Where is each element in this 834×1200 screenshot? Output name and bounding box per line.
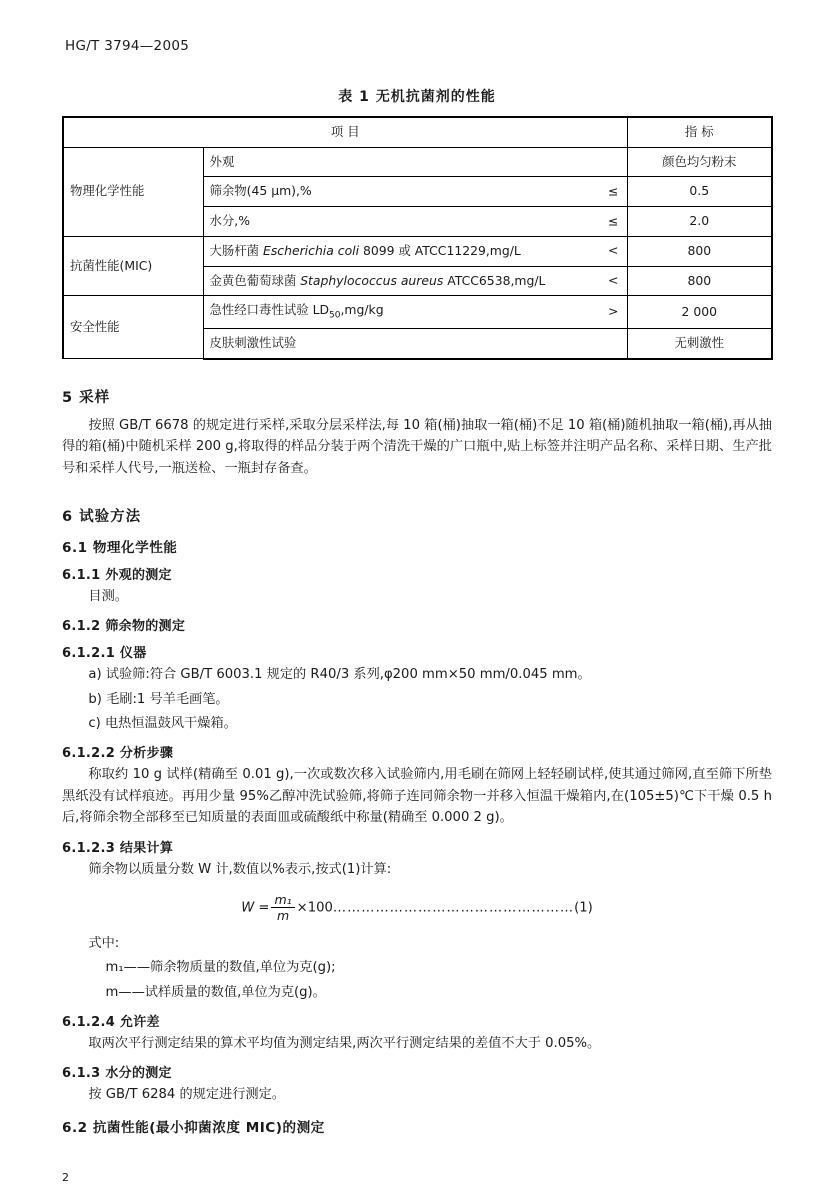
section-6-heading: 6 试验方法: [62, 508, 142, 525]
row-item-label: 筛余物(45 μm),%: [209, 183, 312, 199]
row-item-prefix: 金黄色葡萄球菌: [209, 272, 301, 288]
section-6-2-heading: 6.2 抗菌性能(最小抑菌浓度 MIC)的测定: [62, 1119, 325, 1136]
table-header-index: 指 标: [627, 117, 772, 147]
row-item-species: Staphylococcus aureus: [300, 272, 444, 288]
standard-code-header: HG/T 3794—2005: [65, 38, 190, 54]
section-6-1-2-2-heading: 6.1.2.2 分析步骤: [62, 746, 174, 762]
table-row: [63, 296, 772, 329]
section-6-1-heading: 6.1 物理化学性能: [62, 539, 178, 556]
row-item-suffix: 8099 或 ATCC11229,mg/L: [359, 242, 521, 258]
row-item: [203, 236, 627, 266]
formula-numerator: m₁: [271, 892, 294, 908]
table-row: [63, 147, 772, 177]
row-group-antibacterial: 抗菌性能(MIC): [63, 236, 203, 295]
section-5-paragraph: 按照 GB/T 6678 的规定进行采样,采取分层采样法,每 10 箱(桶)抽取一箱(桶)不足 10 箱(桶)随机抽取一箱(桶),再从抽得的箱(桶)中随机采样 200 g,将取得的样品分装于两个清洗干燥的广口瓶中,贴上标签并注明产品名称、采样日期、生产批号和采样人代号,一瓶送检、一瓶封存备查。: [62, 417, 772, 476]
formula-fraction: [271, 892, 294, 923]
row-item: 外观: [203, 147, 627, 177]
section-6-1-2-4-paragraph: 取两次平行测定结果的算术平均值为测定结果,两次平行测定结果的差值不大于 0.05%。: [88, 1036, 601, 1051]
row-item: [203, 177, 627, 207]
formula-symbol-m: m——试样质量的数值,单位为克(g)。: [105, 984, 326, 1000]
row-value: 颜色均匀粉末: [627, 147, 772, 177]
spec-table: [62, 116, 773, 360]
table-header-item: 项 目: [63, 117, 627, 147]
row-value: 0.5: [627, 177, 772, 207]
row-operator: ≤: [608, 183, 619, 199]
section-6-1-2-1-heading: 6.1.2.1 仪器: [62, 646, 147, 662]
row-value: 800: [627, 266, 772, 296]
row-operator: >: [608, 303, 619, 319]
section-6-1-1-paragraph: 目测。: [88, 588, 128, 604]
row-item: [203, 207, 627, 237]
row-operator: <: [608, 242, 619, 258]
section-6-1-2-heading: 6.1.2 筛余物的测定: [62, 619, 186, 635]
row-item-prefix: 急性经口毒性试验 LD: [209, 302, 330, 318]
row-item: [203, 296, 627, 329]
formula-lhs: W =: [241, 900, 270, 916]
apparatus-item-a: a) 试验筛:符合 GB/T 6003.1 规定的 R40/3 系列,φ200 mm×50 mm/0.045 mm。: [88, 667, 591, 683]
formula-number: (1): [574, 900, 593, 916]
row-value: 800: [627, 236, 772, 266]
formula-where-label: 式中:: [88, 935, 120, 951]
row-value: 2 000: [627, 296, 772, 329]
row-item-species: Escherichia coli: [263, 242, 360, 258]
row-operator: ≤: [608, 213, 619, 229]
row-group-safety: 安全性能: [63, 296, 203, 359]
page-number: 2: [62, 1171, 69, 1184]
table-row: [63, 236, 772, 266]
section-6-1-2-3-paragraph: 筛余物以质量分数 W 计,数值以%表示,按式(1)计算:: [88, 861, 392, 877]
table-caption: 表 1 无机抗菌剂的性能: [338, 89, 496, 105]
section-6-1-3-paragraph: 按 GB/T 6284 的规定进行测定。: [88, 1087, 285, 1103]
table-header-row: [63, 117, 772, 147]
row-item-suffix: ,mg/kg: [340, 302, 384, 318]
row-item: [203, 266, 627, 296]
row-value: 2.0: [627, 207, 772, 237]
row-item-label: 水分,%: [209, 213, 250, 229]
section-6-1-2-4-heading: 6.1.2.4 允许差: [62, 1015, 160, 1030]
section-6-1-1-heading: 6.1.1 外观的测定: [62, 567, 172, 583]
formula-leader-dots: ……………………………………………: [332, 900, 575, 916]
row-item: 皮肤刺激性试验: [203, 329, 627, 359]
row-item-suffix: ATCC6538,mg/L: [443, 272, 546, 288]
apparatus-item-b: b) 毛刷:1 号羊毛画笔。: [88, 691, 229, 707]
row-group-physchem: 物理化学性能: [63, 147, 203, 236]
formula-rhs: ×100: [296, 900, 333, 916]
section-6-1-3-heading: 6.1.3 水分的测定: [62, 1066, 172, 1082]
section-6-1-2-2-paragraph: 称取约 10 g 试样(精确至 0.01 g),一次或数次移入试验筛内,用毛刷在筛网上轻轻刷试样,使其通过筛网,直至筛下所垫黑纸没有试样痕迹。再用少量 95%乙醇冲洗试验筛,将筛子连同筛余物一并移入恒温干燥箱内,在(105±5)℃下干燥 0.5 h 后,将筛余物全部移至已知质量的表面皿或硫酸纸中称量(精确至 0.000 2 g)。: [62, 767, 772, 826]
formula-1: [62, 892, 772, 923]
formula-symbol-m1: m₁——筛余物质量的数值,单位为克(g);: [105, 960, 336, 976]
formula-denominator: m: [276, 907, 290, 923]
row-operator: <: [608, 272, 619, 288]
section-5-heading: 5 采样: [62, 389, 111, 406]
row-item-prefix: 大肠杆菌: [209, 242, 264, 258]
row-value: 无刺激性: [627, 329, 772, 359]
section-6-1-2-3-heading: 6.1.2.3 结果计算: [62, 840, 174, 856]
row-item-subscript: 50: [329, 310, 341, 321]
apparatus-item-c: c) 电热恒温鼓风干燥箱。: [88, 716, 237, 731]
